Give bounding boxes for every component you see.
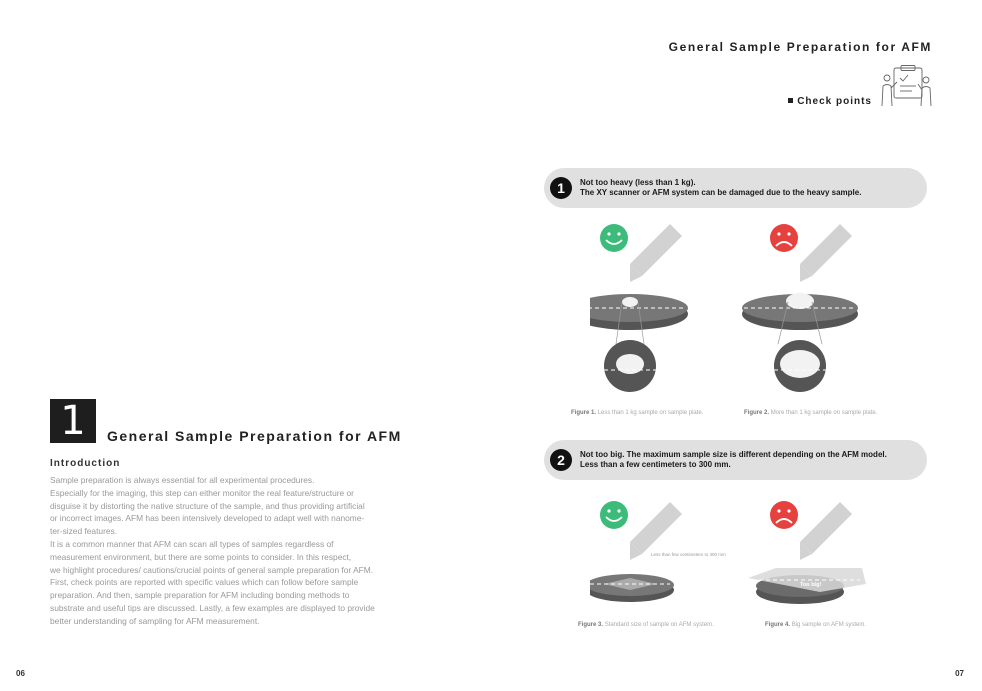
introduction-body bbox=[50, 474, 410, 628]
introduction-heading: Introduction bbox=[50, 458, 121, 469]
intro-line: It is a common manner that AFM can scan all types of samples regardless of bbox=[50, 538, 334, 549]
intro-line: Especially for the imaging, this step can either monitor the real feature/structure or bbox=[50, 487, 354, 498]
afm-probe-icon bbox=[630, 224, 682, 282]
checkpoint-number-badge: 1 bbox=[550, 177, 572, 199]
checkpoint-2-line2: Less than a few centimeters to 300 mm. bbox=[580, 460, 731, 469]
afm-probe-icon bbox=[800, 224, 852, 282]
figure-2-text: More than 1 kg sample on sample plate. bbox=[770, 410, 878, 416]
page-number-right: 07 bbox=[955, 669, 964, 678]
intro-line: preparation. And then, sample preparation for AFM including bonding methods to bbox=[50, 590, 350, 601]
figure-2-label: Figure 2. bbox=[744, 410, 770, 416]
figure-4-text: Big sample on AFM system. bbox=[791, 622, 867, 628]
figure-1-2-illustrations bbox=[590, 218, 880, 408]
figure-3-label: Figure 3. bbox=[578, 622, 604, 628]
checkpoint-number-badge: 2 bbox=[550, 449, 572, 471]
checkpoint-2-line1: Not too big. The maximum sample size is different depending on the AFM model. bbox=[580, 450, 887, 459]
checkpoint-2-text bbox=[580, 450, 887, 470]
figure-3-text: Standard size of sample on AFM system. bbox=[604, 622, 714, 628]
standard-sample-plate-icon bbox=[590, 574, 674, 602]
figure-4-label: Figure 4. bbox=[765, 622, 791, 628]
intro-line: measurement environment, but there are some points to consider. In this respect, bbox=[50, 551, 352, 562]
heavy-sample-plate-icon bbox=[742, 293, 858, 392]
size-annotation: Less than few centimeters to 300 mm bbox=[651, 552, 726, 557]
chapter-number-box: 1 bbox=[50, 399, 96, 443]
check-points-label bbox=[788, 96, 872, 107]
checkpoint-1-line2: The XY scanner or AFM system can be damaged due to the heavy sample. bbox=[580, 188, 862, 197]
checkpoint-1-banner bbox=[544, 168, 927, 208]
chapter-title: General Sample Preparation for AFM bbox=[107, 428, 402, 444]
checkpoint-1-text bbox=[580, 178, 861, 198]
figure-3-4-illustrations bbox=[590, 500, 880, 610]
checkpoint-2-banner bbox=[544, 440, 927, 480]
intro-line: First, check points are reported with specific values which can follow before sample bbox=[50, 577, 359, 588]
intro-line: we highlight procedures/ cautions/crucial points of general sample preparation for AFM. bbox=[50, 564, 374, 575]
happy-face-icon bbox=[600, 224, 628, 252]
checkpoint-1-line1: Not too heavy (less than 1 kg). bbox=[580, 178, 696, 187]
check-points-text: Check points bbox=[797, 96, 872, 107]
intro-line: or incorrect images. AFM has been intensively developed to adapt well with nanome- bbox=[50, 513, 365, 524]
figure-1-label: Figure 1. bbox=[571, 410, 597, 416]
figure-3-caption bbox=[578, 622, 714, 628]
too-big-label: Too big! bbox=[800, 582, 822, 588]
figure-1-text: Less than 1 kg sample on sample plate. bbox=[597, 410, 704, 416]
intro-line: ter-sized features. bbox=[50, 526, 118, 537]
sad-face-icon bbox=[770, 501, 798, 529]
intro-line: disguise it by distorting the native structure of the sample, and thus providing artificial bbox=[50, 500, 365, 511]
intro-line: substrate and useful tips are discussed. Lastly, a few examples are displayed to provide bbox=[50, 602, 375, 613]
checklist-people-icon bbox=[878, 64, 934, 110]
bullet-square-icon bbox=[788, 98, 793, 103]
figure-2-caption bbox=[744, 410, 877, 416]
page-header-title: General Sample Preparation for AFM bbox=[668, 40, 932, 54]
happy-face-icon bbox=[600, 501, 628, 529]
sad-face-icon bbox=[770, 224, 798, 252]
sample-plate-icon bbox=[590, 294, 688, 392]
figure-4-caption bbox=[765, 622, 866, 628]
intro-line: better understanding of sampling for AFM measurement. bbox=[50, 615, 260, 626]
page-number-left: 06 bbox=[16, 669, 25, 678]
figure-1-caption bbox=[571, 410, 703, 416]
afm-probe-icon bbox=[800, 502, 852, 560]
intro-line: Sample preparation is always essential for all experimental procedures. bbox=[50, 475, 315, 485]
